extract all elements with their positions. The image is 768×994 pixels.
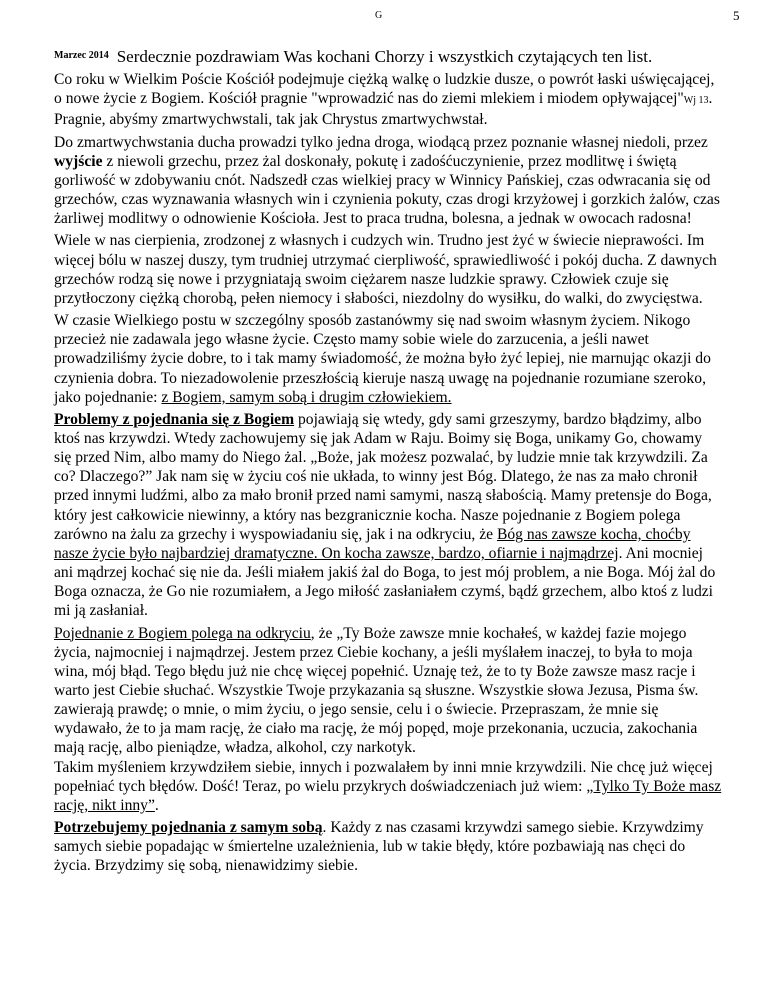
p1-text-end: . Pragnie, abyśmy zmartwychwstali, tak jak Chrystus zmartwychwstał. [54,90,713,129]
header-letter: G [375,10,383,21]
p5-underlined: Bóg nas zawsze kocha, choćby nasze życie było najbardziej dramatyczne. On kocha zawsze, bardzo, ofiarnie i najmądrzej [54,525,691,562]
p1-text: Co roku w Wielkim Poście Kościół podejmuje ciężką walkę o ludzkie dusze, o powrót łaski uświęcającej, o nowe życie z Bogiem. Kościół pragnie "wprowadzić nas do ziemi mlekiem i miodem opływającej" [54,71,715,108]
p4-text: W czasie Wielkiego postu w szczególny sposób zastanówmy się nad swoim własnym życiem. Nikogo przecież nie zadawala jego własne życie. Często mamy sobie wiele do zarzucenia, a jeśli nawet prowadziliśmy życie dobre, to i tak mamy świadomość, że można było żyć lepiej, nie marnując okazji do czynienia dobra. To niezadowolenie przeszłością kieruje naszą uwagę na pojednanie rozumiane szeroko, jako pojednanie: [54,312,711,406]
p5-heading: Problemy z pojednania się z Bogiem [54,410,295,428]
p6-text-2: Takim myśleniem krzywdziłem siebie, innych i pozwalałem by inni mnie krzywdzili. Nie chcę już więcej popełniać tych błędów. Dość! Teraz, po wielu przykrych doświadczeniach już wiem: [54,758,713,795]
p5-text: pojawiają się wtedy, gdy sami grzeszymy, bardzo błądzimy, albo ktoś nas krzywdzi. Wtedy zachowujemy się jak Adam w Raju. Boimy się Boga, unikamy Go, chowamy się przed Nim, albo mamy do Niego żal. „Boże, jak możesz pozwalać, by ludzie mnie tak krzywdzili. Za co? Dlaczego?” Jak nam się w życiu coś nie układa, to winny jest Bóg. Dlatego, że nas za mało chronił przed innymi ludźmi, albo za mało bronił przed nami samymi, naszą słabością. Mamy pretensje do Boga, który jest całkowicie niewinny, a który nas bezgranicznie kocha. Nasze pojednanie z Bogiem polega zarówno na żalu za grzechy i wyspowiadaniu się, jak i na odkryciu, że [54,410,712,543]
p6-end: . [154,796,159,814]
p7-heading: Potrzebujemy pojednania z samym sobą [54,819,323,837]
paragraph-6 [54,624,722,816]
p4-underlined: z Bogiem, samym sobą i drugim człowiekiem. [161,388,452,406]
p6-quote: „Tylko Ty Boże masz rację, nikt inny” [54,777,722,814]
p2-text-end: z niewoli grzechu, przez żal doskonały, pokutę i zadośćuczynienie, przez modlitwę i świętą gorliwość w zdobywaniu cnót. Nadszedł czas wielkiej pracy w Winnicy Pańskiej, czas odwracania się od grzechów, czas wyznawania własnych win i czynienia pokuty, czas drogi krzyżowej i gorzkich żalów, czas żarliwej modlitwy o odnowienie Kościoła. Jest to praca trudna, bolesna, a jednak w owocach radosna! [54,152,720,228]
letter-date: Marzec 2014 [54,50,109,61]
paragraph-1 [54,70,722,129]
p6-underlined: Pojednanie z Bogiem polega na odkryciu [54,624,311,642]
letter-body [54,46,722,879]
paragraph-5 [54,410,722,621]
paragraph-4 [54,311,722,407]
p6-text: , że „Ty Boże zawsze mnie kochałeś, w każdej fazie mojego życia, najmocniej i najmądrzej. Jestem przez Ciebie kochany, a jeśli myślałem inaczej, to była to moja wina, mój błąd. Tego błędu już nie chcę więcej popełnić. Uznaję też, że to ty Boże zawsze masz racje i warto jest Ciebie słuchać. Wszystkie Twoje przykazania są słuszne. Wszystkie słowa Jezusa, Pisma św. zawierają prawdę; o mnie, o mim życiu, o jego sensie, celu i o świecie. Przepraszam, że mnie się wydawało, że to ja mam rację, że ciało ma rację, że mój popęd, moje przekonania, uczucia, zakochania mają rację, albo pieniądze, władza, alkohol, czy narkotyk. [54,624,699,757]
page-number: 5 [733,8,740,23]
greeting: Serdecznie pozdrawiam Was kochani Chorzy i wszystkich czytających ten list. [116,47,653,66]
p7-text: . Każdy z nas czasami krzywdzi samego siebie. Krzywdzimy samych siebie popadając w śmiertelne uzależnienia, lub w takie błędy, które pozbawiają nas chęci do życia. Brzydzimy się sobą, nienawidzimy siebie. [54,819,704,875]
p2-bold-word: wyjście [54,152,103,170]
bible-reference: Wj 13 [683,95,709,107]
p2-text: Do zmartwychwstania ducha prowadzi tylko jedna droga, wiodącą przez poznanie własnej niedoli, przez [54,133,708,151]
paragraph-7 [54,818,722,875]
p5-text-end: . Ani mocniej ani mądrzej kochać się nie da. Jeśli miałem jakiś żal do Boga, to jest mój problem, a nie Boga. Mój żal do Boga oznacza, że Go nie rozumiałem, a Jego miłość zasłaniałem czymś, bądź grzechem, albo ktoś z ludzi mi ją zasłaniał. [54,544,716,620]
paragraph-2 [54,133,722,229]
paragraph-3: Wiele w nas cierpienia, zrodzonej z własnych i cudzych win. Trudno jest żyć w świecie nieprawości. Im więcej bólu w naszej duszy, tym trudniej utrzymać cierpliwość, sprawiedliwość i pokój ducha. Z dawnych grzechów rodzą się nowe i przygniatają swoim ciężarem nasze ludzkie sprawy. Człowiek czuje się przytłoczony ciężką chorobą, pełen niemocy i słabości, niezdolny do wysiłku, do walki, do zwycięstwa. [54,232,717,307]
greeting-line [54,46,722,67]
